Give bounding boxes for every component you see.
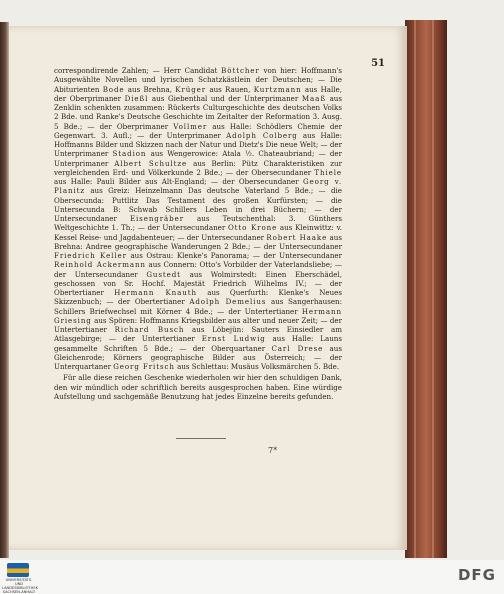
text-run: aus Sangerhausen: Schillers Briefwechsel mit Körner 4 Bde.; — der Untertertianer [54, 297, 342, 316]
text-run: aus Halle, der Oberprimaner [54, 84, 342, 103]
spaced-name: Georg v. Planitz [54, 177, 342, 196]
text-run: aus Greiz: Heinzelmann Das deutsche Vaterland 5 Bde.; — die Obersecunda: Puttlitz Das Testament des großen Kurfürsten; — die Untersecunda B: Schwab Schillers Leben in drei Büchern; — der Untersecundaner [54, 186, 342, 223]
text-run: aus Zenklin schenkten zusammen: Rückerts Culturgeschichte des deutschen Volks 2 Bde. und Ranke's Deutsche Geschichte im Zeitalter der Reformation 3. Ausg. 5 Bde.; — der Oberprimaner [54, 93, 343, 131]
spaced-name: Krüger [175, 84, 207, 94]
text-run: aus Teutschenthal: 3. Günthers Weltgeschichte 1. Th.; — der Untersecundaner [54, 214, 342, 233]
spaced-name: Adolph Colberg [226, 130, 298, 140]
text-run: aus Wolmirstedt: Einen Eberschädel, geschossen von Sr. Hochf. Majestät Friedrich Wilhelms IV.; — der Obertertianer [54, 269, 342, 297]
text-run: aus Halle: Launs gesammelte Schriften 5 Bde.; — der Oberquartaner [54, 334, 342, 353]
cover-highlight [432, 20, 434, 558]
page-body-text [54, 66, 342, 401]
text-run: aus Kleinwittz: v. Kessel Reise- und Jagdabenteuer; — der Untersecundaner [54, 223, 343, 242]
spaced-name: Maaß [301, 93, 326, 103]
text-run: aus Connern: Otto's Vorbilder der Vaterlandsliebe; — der Untersecundaner [54, 260, 342, 279]
paragraph [54, 66, 342, 371]
spaced-name: Hermann Knauth [114, 288, 197, 297]
cover-highlight [414, 20, 416, 558]
text-run: Für alle diese reichen Geschenke wiederholen wir hier den schuldigen Dank, den wir mündlich oder schriftlich bereits ausgesprochen haben. Eine würdige Aufstellung und sachgemäße Benutzung hat jedes Einzelne bereits gefunden. [54, 373, 342, 401]
dfg-logo: DFG [457, 566, 496, 584]
text-run: aus Giebenthal und der Unterprimaner [148, 93, 302, 103]
spaced-name: Ernst Ludwig [201, 334, 266, 344]
text-run: aus Halle: Pauli Bilder aus Alt-England; — der Obersecundaner [54, 177, 303, 186]
spaced-name: Otto Krone [227, 223, 278, 233]
library-logo-text: UNIVERSITÄTS- UND LANDESBIBLIOTHEK SACHSEN-ANHALT [2, 578, 38, 594]
viewer-footer [0, 560, 504, 588]
spaced-name: Hermann Griesing [54, 306, 342, 325]
book-edge-left [0, 22, 9, 558]
spaced-name: Gustedt [146, 269, 181, 279]
text-run: von hier: Hoffmann's Ausgewählte Novellen und lyrischen Schatzkästlein der Deutschen; — Die Abiturienten [54, 66, 343, 94]
text-run: aus Wengerowice: Atala ½. Chateaubriand; — der Unterprimaner [54, 149, 343, 168]
text-run: aus Halle: Schödlers Chemie der Gegenwart. 3. Aufl.; — der Unterprimaner [54, 121, 343, 140]
text-run: aus Schlettau: Musäus Volksmärchen 5. Bde. [174, 362, 340, 371]
spaced-name: Carl Drese [271, 343, 324, 353]
spaced-name: Adolph Demelius [189, 297, 267, 307]
spaced-name: Georg Fritsch [113, 362, 175, 371]
spaced-name: Friedrich Keller [54, 251, 127, 260]
text-run: aus Querfurth: Klenke's Neues Skizzenbuch; — der Obertertianer [54, 288, 343, 307]
text-run: aus Berlin: Pütz Charakteristiken zur vergleichenden Erd- und Völkerkunde 2 Bde.; — der Obersecundaner [54, 158, 342, 177]
text-run: aus Ostrau: Klenke's Panorama; — der Untersecundaner [126, 251, 342, 260]
spaced-name: Kurtzmann [253, 84, 302, 94]
library-logo-icon [7, 563, 29, 577]
text-run: aus Löbejün: Sauters Einsiedler am Atlasgebirge; — der Untertertianer [54, 325, 342, 344]
spaced-name: Robert Haake [266, 232, 328, 242]
paragraph [54, 373, 342, 401]
spaced-name: Richard Busch [114, 325, 185, 334]
spaced-name: Thiele [314, 167, 342, 177]
text-run: aus Spören: Hoffmanns Kriegsbilder aus alter und neuer Zeit; — der Untertertianer [54, 315, 342, 334]
text-run: aus Halle: Hoffmanns Bilder und Skizzen nach der Natur und Dietz's Die neue Welt; — der Unterprimaner [54, 130, 342, 159]
spaced-name: Böttcher [221, 66, 260, 75]
book-cover-edge [405, 20, 447, 558]
page-number: 51 [371, 58, 385, 69]
text-run: correspondirende Zahlen; — Herr Candidat [54, 66, 222, 75]
spaced-name: Stadion [112, 149, 147, 159]
text-run: aus Brehna, [124, 84, 176, 94]
text-run: aus Gleichenrode; Körners geographische Bilder aus Österreich; — der Unterquartaner [54, 343, 342, 371]
text-run: aus Rauen, [206, 84, 254, 94]
section-rule [176, 438, 226, 439]
spaced-name: Dießl [124, 93, 149, 103]
spaced-name: Albert Schultze [114, 158, 188, 168]
spaced-name: Bode [102, 84, 125, 94]
spaced-name: Vollmer [173, 121, 208, 131]
spaced-name: Eisengräber [129, 214, 184, 223]
sheet-signature: 7* [268, 446, 278, 455]
spaced-name: Reinhold Ackermann [54, 260, 146, 270]
text-run: aus Brehna: Andree geographische Wanderungen 2 Bde.; — der Untersecundaner [54, 232, 342, 251]
